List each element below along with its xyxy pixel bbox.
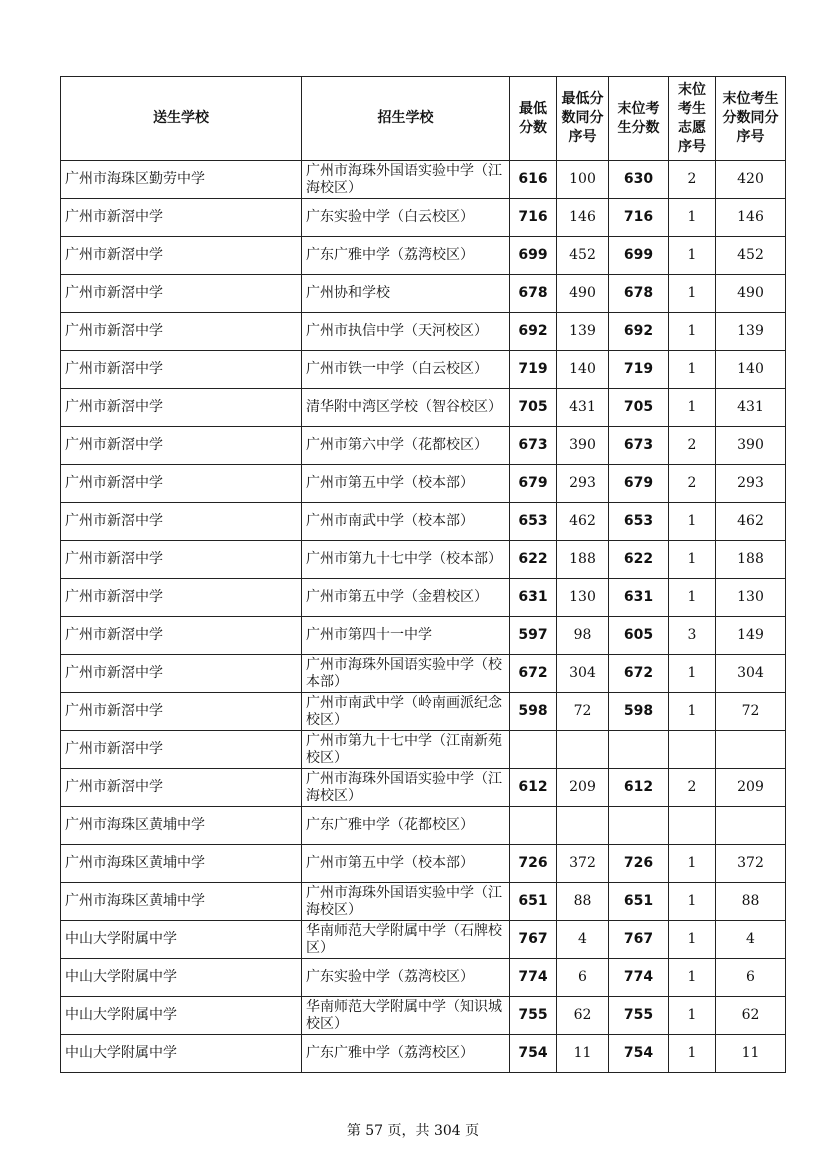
cell-min-score: 726 — [510, 845, 557, 883]
cell-send-school: 广州市新滘中学 — [61, 579, 302, 617]
cell-min-rank: 372 — [557, 845, 609, 883]
cell-min-score: 598 — [510, 693, 557, 731]
cell-min-rank: 62 — [557, 997, 609, 1035]
cell-min-rank: 304 — [557, 655, 609, 693]
cell-last-rank: 209 — [716, 769, 786, 807]
table-row — [61, 921, 786, 959]
cell-min-score: 673 — [510, 427, 557, 465]
cell-last-pref: 1 — [669, 959, 716, 997]
cell-min-rank: 139 — [557, 313, 609, 351]
cell-min-score: 597 — [510, 617, 557, 655]
table-row — [61, 845, 786, 883]
cell-min-rank: 72 — [557, 693, 609, 731]
cell-last-score: 767 — [609, 921, 669, 959]
cell-recv-school: 广州市南武中学（岭南画派纪念校区） — [302, 693, 510, 731]
cell-min-score: 767 — [510, 921, 557, 959]
cell-min-score: 679 — [510, 465, 557, 503]
cell-last-score: 653 — [609, 503, 669, 541]
cell-min-score: 653 — [510, 503, 557, 541]
cell-recv-school: 广州市执信中学（天河校区） — [302, 313, 510, 351]
cell-send-school: 中山大学附属中学 — [61, 921, 302, 959]
cell-last-pref: 1 — [669, 1035, 716, 1073]
cell-last-pref: 1 — [669, 313, 716, 351]
cell-last-score: 774 — [609, 959, 669, 997]
cell-min-score: 755 — [510, 997, 557, 1035]
cell-send-school: 广州市海珠区勤劳中学 — [61, 161, 302, 199]
cell-last-rank: 140 — [716, 351, 786, 389]
admission-table — [60, 76, 786, 1073]
cell-last-pref: 1 — [669, 655, 716, 693]
cell-recv-school: 广东实验中学（荔湾校区） — [302, 959, 510, 997]
cell-recv-school: 广州协和学校 — [302, 275, 510, 313]
cell-min-score — [510, 731, 557, 769]
cell-min-score: 672 — [510, 655, 557, 693]
cell-last-rank: 4 — [716, 921, 786, 959]
cell-min-rank: 100 — [557, 161, 609, 199]
cell-last-rank: 390 — [716, 427, 786, 465]
cell-last-pref: 1 — [669, 389, 716, 427]
table-row — [61, 617, 786, 655]
header-min-rank: 最低分数同分序号 — [557, 77, 609, 161]
cell-last-pref: 1 — [669, 921, 716, 959]
cell-last-rank: 11 — [716, 1035, 786, 1073]
header-last-rank: 末位考生分数同分序号 — [716, 77, 786, 161]
table-row — [61, 693, 786, 731]
cell-send-school: 广州市新滘中学 — [61, 275, 302, 313]
cell-last-pref: 1 — [669, 503, 716, 541]
cell-last-score: 612 — [609, 769, 669, 807]
cell-recv-school: 广州市海珠外国语实验中学（江海校区） — [302, 161, 510, 199]
cell-last-rank: 6 — [716, 959, 786, 997]
cell-send-school: 广州市新滘中学 — [61, 731, 302, 769]
cell-recv-school: 广州市第六中学（花都校区） — [302, 427, 510, 465]
cell-min-rank — [557, 731, 609, 769]
table-row — [61, 579, 786, 617]
cell-last-score: 754 — [609, 1035, 669, 1073]
cell-last-pref: 2 — [669, 427, 716, 465]
cell-last-pref: 1 — [669, 541, 716, 579]
cell-last-rank: 146 — [716, 199, 786, 237]
cell-min-rank: 98 — [557, 617, 609, 655]
header-min-score: 最低分数 — [510, 77, 557, 161]
cell-send-school: 广州市新滘中学 — [61, 351, 302, 389]
cell-last-rank: 293 — [716, 465, 786, 503]
cell-send-school: 广州市新滘中学 — [61, 389, 302, 427]
cell-min-rank: 188 — [557, 541, 609, 579]
header-recv-school: 招生学校 — [302, 77, 510, 161]
cell-recv-school: 广州市海珠外国语实验中学（江海校区） — [302, 769, 510, 807]
table-row — [61, 313, 786, 351]
cell-recv-school: 广州市第四十一中学 — [302, 617, 510, 655]
cell-min-score: 631 — [510, 579, 557, 617]
cell-send-school: 广州市新滘中学 — [61, 199, 302, 237]
cell-last-rank: 188 — [716, 541, 786, 579]
page-footer: 第 57 页，共 304 页 — [346, 1123, 480, 1139]
cell-min-score: 705 — [510, 389, 557, 427]
cell-recv-school: 广州市海珠外国语实验中学（江海校区） — [302, 883, 510, 921]
cell-send-school: 广州市新滘中学 — [61, 503, 302, 541]
cell-min-score: 678 — [510, 275, 557, 313]
cell-last-score: 651 — [609, 883, 669, 921]
cell-last-rank: 372 — [716, 845, 786, 883]
cell-recv-school: 广东广雅中学（荔湾校区） — [302, 1035, 510, 1073]
cell-min-rank: 490 — [557, 275, 609, 313]
cell-last-pref: 1 — [669, 579, 716, 617]
table-row — [61, 807, 786, 845]
cell-last-pref: 2 — [669, 465, 716, 503]
cell-last-pref: 1 — [669, 997, 716, 1035]
cell-last-rank: 462 — [716, 503, 786, 541]
cell-last-score: 692 — [609, 313, 669, 351]
table-row — [61, 237, 786, 275]
table-row — [61, 997, 786, 1035]
cell-last-score: 672 — [609, 655, 669, 693]
cell-last-score: 699 — [609, 237, 669, 275]
cell-recv-school: 广州市南武中学（校本部） — [302, 503, 510, 541]
table-row — [61, 655, 786, 693]
cell-min-rank: 209 — [557, 769, 609, 807]
cell-last-rank: 420 — [716, 161, 786, 199]
cell-last-pref: 3 — [669, 617, 716, 655]
cell-min-rank: 452 — [557, 237, 609, 275]
cell-send-school: 广州市新滘中学 — [61, 617, 302, 655]
cell-last-rank — [716, 807, 786, 845]
cell-recv-school: 广州市第五中学（校本部） — [302, 465, 510, 503]
cell-last-score — [609, 807, 669, 845]
cell-recv-school: 广州市海珠外国语实验中学（校本部） — [302, 655, 510, 693]
cell-send-school: 广州市新滘中学 — [61, 237, 302, 275]
cell-last-pref: 1 — [669, 883, 716, 921]
table-row — [61, 161, 786, 199]
cell-last-score: 673 — [609, 427, 669, 465]
cell-last-score — [609, 731, 669, 769]
cell-last-pref — [669, 731, 716, 769]
cell-send-school: 广州市海珠区黄埔中学 — [61, 807, 302, 845]
cell-send-school: 广州市新滘中学 — [61, 427, 302, 465]
cell-recv-school: 广东实验中学（白云校区） — [302, 199, 510, 237]
table-row — [61, 541, 786, 579]
cell-min-rank: 390 — [557, 427, 609, 465]
header-last-pref: 末位考生志愿序号 — [669, 77, 716, 161]
cell-last-pref: 1 — [669, 693, 716, 731]
table-body — [61, 161, 786, 1073]
header-last-score: 末位考生分数 — [609, 77, 669, 161]
cell-send-school: 广州市新滘中学 — [61, 465, 302, 503]
cell-send-school: 中山大学附属中学 — [61, 997, 302, 1035]
cell-min-score: 651 — [510, 883, 557, 921]
cell-min-rank — [557, 807, 609, 845]
cell-last-score: 622 — [609, 541, 669, 579]
cell-min-rank: 11 — [557, 1035, 609, 1073]
table-row — [61, 959, 786, 997]
cell-recv-school: 广州市第五中学（金碧校区） — [302, 579, 510, 617]
header-send-school: 送生学校 — [61, 77, 302, 161]
cell-last-rank: 304 — [716, 655, 786, 693]
cell-send-school: 广州市新滘中学 — [61, 769, 302, 807]
cell-last-score: 755 — [609, 997, 669, 1035]
cell-send-school: 广州市新滘中学 — [61, 541, 302, 579]
header-row — [61, 77, 786, 161]
cell-last-rank: 490 — [716, 275, 786, 313]
cell-last-rank: 88 — [716, 883, 786, 921]
table-row — [61, 465, 786, 503]
cell-recv-school: 华南师范大学附属中学（石牌校区） — [302, 921, 510, 959]
table-row — [61, 503, 786, 541]
cell-last-score: 598 — [609, 693, 669, 731]
cell-last-pref: 1 — [669, 275, 716, 313]
cell-last-score: 705 — [609, 389, 669, 427]
cell-send-school: 中山大学附属中学 — [61, 959, 302, 997]
cell-min-rank: 462 — [557, 503, 609, 541]
table-row — [61, 389, 786, 427]
cell-recv-school: 广东广雅中学（花都校区） — [302, 807, 510, 845]
cell-last-score: 605 — [609, 617, 669, 655]
cell-min-score: 612 — [510, 769, 557, 807]
cell-last-pref: 1 — [669, 199, 716, 237]
cell-recv-school: 华南师范大学附属中学（知识城校区） — [302, 997, 510, 1035]
cell-recv-school: 广州市铁一中学（白云校区） — [302, 351, 510, 389]
cell-last-rank: 139 — [716, 313, 786, 351]
cell-send-school: 中山大学附属中学 — [61, 1035, 302, 1073]
cell-send-school: 广州市新滘中学 — [61, 313, 302, 351]
table-row — [61, 883, 786, 921]
cell-min-rank: 140 — [557, 351, 609, 389]
cell-min-score: 622 — [510, 541, 557, 579]
cell-last-score: 630 — [609, 161, 669, 199]
cell-last-pref: 1 — [669, 237, 716, 275]
cell-recv-school: 广州市第九十七中学（江南新苑校区） — [302, 731, 510, 769]
cell-last-score: 679 — [609, 465, 669, 503]
table-row — [61, 1035, 786, 1073]
cell-send-school: 广州市海珠区黄埔中学 — [61, 845, 302, 883]
cell-last-rank: 431 — [716, 389, 786, 427]
cell-min-rank: 293 — [557, 465, 609, 503]
cell-last-rank: 149 — [716, 617, 786, 655]
table-row — [61, 199, 786, 237]
cell-min-score: 692 — [510, 313, 557, 351]
cell-min-score: 699 — [510, 237, 557, 275]
cell-min-score: 774 — [510, 959, 557, 997]
cell-recv-school: 清华附中湾区学校（智谷校区） — [302, 389, 510, 427]
cell-last-rank: 452 — [716, 237, 786, 275]
cell-min-rank: 4 — [557, 921, 609, 959]
cell-min-score: 754 — [510, 1035, 557, 1073]
cell-min-score: 616 — [510, 161, 557, 199]
cell-last-score: 631 — [609, 579, 669, 617]
cell-last-pref: 2 — [669, 161, 716, 199]
cell-last-rank — [716, 731, 786, 769]
cell-last-score: 678 — [609, 275, 669, 313]
cell-send-school: 广州市新滘中学 — [61, 655, 302, 693]
cell-min-rank: 146 — [557, 199, 609, 237]
cell-recv-school: 广东广雅中学（荔湾校区） — [302, 237, 510, 275]
cell-min-rank: 88 — [557, 883, 609, 921]
table-row — [61, 731, 786, 769]
cell-last-score: 726 — [609, 845, 669, 883]
table-row — [61, 769, 786, 807]
cell-min-rank: 431 — [557, 389, 609, 427]
table-row — [61, 351, 786, 389]
cell-last-pref: 1 — [669, 351, 716, 389]
cell-send-school: 广州市新滘中学 — [61, 693, 302, 731]
cell-last-rank: 62 — [716, 997, 786, 1035]
table-row — [61, 275, 786, 313]
cell-min-rank: 130 — [557, 579, 609, 617]
cell-min-rank: 6 — [557, 959, 609, 997]
cell-send-school: 广州市海珠区黄埔中学 — [61, 883, 302, 921]
table-row — [61, 427, 786, 465]
cell-last-score: 716 — [609, 199, 669, 237]
cell-last-pref: 1 — [669, 845, 716, 883]
cell-min-score: 719 — [510, 351, 557, 389]
cell-min-score — [510, 807, 557, 845]
cell-min-score: 716 — [510, 199, 557, 237]
cell-last-score: 719 — [609, 351, 669, 389]
cell-last-rank: 72 — [716, 693, 786, 731]
cell-last-pref — [669, 807, 716, 845]
cell-last-pref: 2 — [669, 769, 716, 807]
cell-last-rank: 130 — [716, 579, 786, 617]
cell-recv-school: 广州市第五中学（校本部） — [302, 845, 510, 883]
cell-recv-school: 广州市第九十七中学（校本部） — [302, 541, 510, 579]
